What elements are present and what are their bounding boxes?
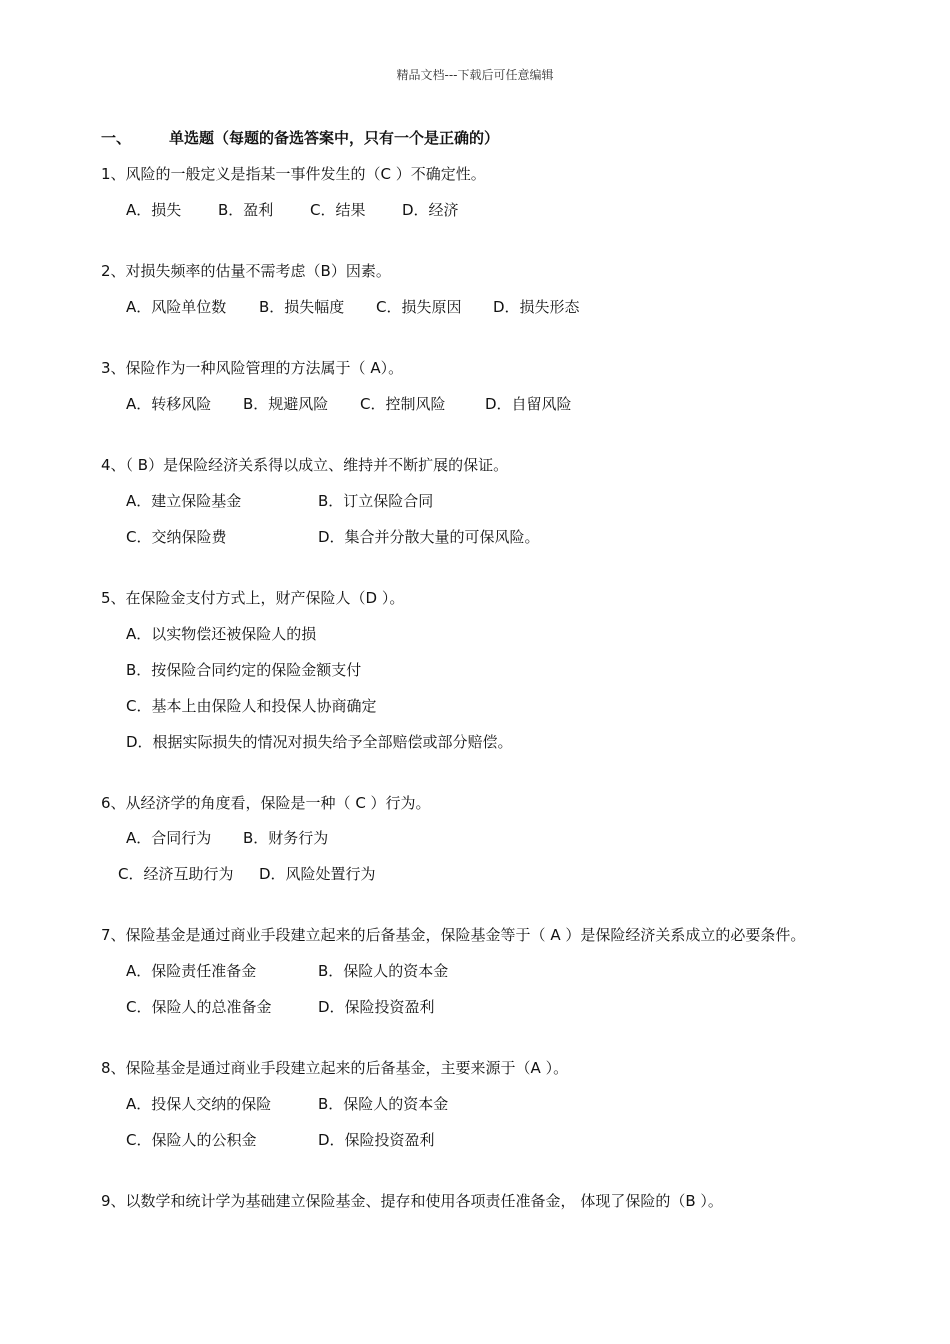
option: A．建立保险基金 xyxy=(126,492,242,510)
question-7: 7、保险基金是通过商业手段建立起来的后备基金，保险基金等于（ A ）是保险经济关系成立的必要条件。 xyxy=(101,926,806,944)
option: C．经济互助行为 xyxy=(118,865,234,883)
option: A．以实物偿还被保险人的损 xyxy=(126,625,317,643)
option: D．损失形态 xyxy=(493,298,580,316)
option: A．损失 xyxy=(126,201,182,219)
option: D．经济 xyxy=(402,201,459,219)
option: C．交纳保险费 xyxy=(126,528,227,546)
option: B．保险人的资本金 xyxy=(318,962,449,980)
option: C．保险人的公积金 xyxy=(126,1131,257,1149)
question-3: 3、保险作为一种风险管理的方法属于（ A）。 xyxy=(101,359,404,377)
question-2: 2、对损失频率的估量不需考虑（B）因素。 xyxy=(101,262,391,280)
question-9: 9、以数学和统计学为基础建立保险基金、提存和使用各项责任准备金， 体现了保险的（B ）。 xyxy=(101,1192,723,1210)
options-row xyxy=(126,526,540,547)
question-1: 1、风险的一般定义是指某一事件发生的（C ）不确定性。 xyxy=(101,165,486,183)
options-row xyxy=(126,827,328,848)
option: D．保险投资盈利 xyxy=(318,1131,435,1149)
options-row xyxy=(118,863,376,884)
option: C．基本上由保险人和投保人协商确定 xyxy=(126,697,377,715)
option: B．财务行为 xyxy=(243,829,329,847)
option: D．自留风险 xyxy=(485,395,572,413)
option: C．控制风险 xyxy=(360,395,446,413)
option: D．根据实际损失的情况对损失给予全部赔偿或部分赔偿。 xyxy=(126,733,513,751)
option: B．按保险合同约定的保险金额支付 xyxy=(126,661,362,679)
option: C．损失原因 xyxy=(376,298,462,316)
options-row xyxy=(126,393,572,414)
section-title-text: 单选题（每题的备选答案中，只有一个是正确的） xyxy=(169,129,500,147)
options-row xyxy=(126,996,435,1017)
options-row xyxy=(126,960,448,981)
option: B．损失幅度 xyxy=(259,298,345,316)
question-4: 4、（ B）是保险经济关系得以成立、维持并不断扩展的保证。 xyxy=(101,456,509,474)
options-row xyxy=(126,1129,435,1150)
section-number: 一、 xyxy=(101,129,132,147)
options-row xyxy=(126,296,580,317)
option: D．集合并分散大量的可保风险。 xyxy=(318,528,540,546)
option: A．投保人交纳的保险 xyxy=(126,1095,272,1113)
option: C．结果 xyxy=(310,201,366,219)
option: B．订立保险合同 xyxy=(318,492,434,510)
option: B．保险人的资本金 xyxy=(318,1095,449,1113)
option: C．保险人的总准备金 xyxy=(126,998,272,1016)
page-header: 精品文档---下载后可任意编辑 xyxy=(396,68,554,82)
question-5: 5、在保险金支付方式上，财产保险人（D ）。 xyxy=(101,589,405,607)
question-6: 6、从经济学的角度看，保险是一种（ C ）行为。 xyxy=(101,794,431,812)
options-row xyxy=(126,1093,448,1114)
options-row xyxy=(126,490,433,511)
section-title xyxy=(101,127,499,148)
option: A．保险责任准备金 xyxy=(126,962,257,980)
option: B．规避风险 xyxy=(243,395,329,413)
option: A．转移风险 xyxy=(126,395,212,413)
option: A．合同行为 xyxy=(126,829,212,847)
option: A．风险单位数 xyxy=(126,298,227,316)
option: D．风险处置行为 xyxy=(259,865,376,883)
option: D．保险投资盈利 xyxy=(318,998,435,1016)
question-8: 8、保险基金是通过商业手段建立起来的后备基金，主要来源于（A ）。 xyxy=(101,1059,569,1077)
option: B．盈利 xyxy=(218,201,274,219)
options-row xyxy=(126,199,459,220)
